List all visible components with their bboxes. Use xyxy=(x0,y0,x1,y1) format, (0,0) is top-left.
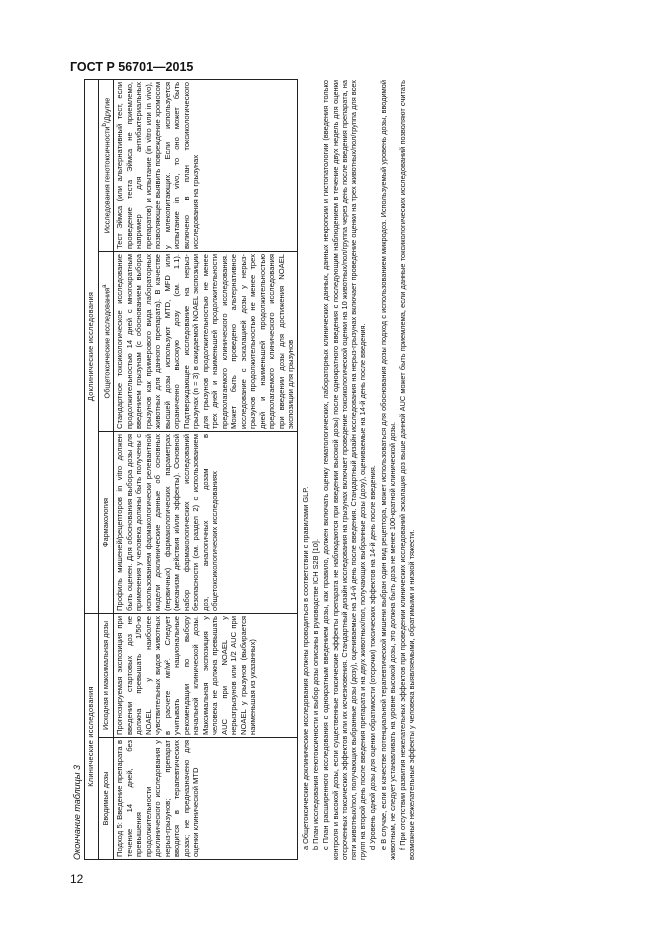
document-header: ГОСТ Р 56701—2015 xyxy=(70,60,194,74)
header-start-max-doses: Исходная и максимальная дозы xyxy=(98,613,114,737)
footnote: a Общетоксические доклинические исследования должны проводиться в соответствии с правилами GLP. xyxy=(300,486,310,850)
rotated-table-block xyxy=(70,80,610,860)
header-preclinical: Доклинические исследования xyxy=(85,79,99,613)
footnote: c План расширенного исследования с однократным введением дозы, как правило, должен включать оценку гематологических, лабораторных клинических данных, данных некропсии и гистопатологии (введения только контроля и высокой дозы, если существенные токсические эффекты препарата не наблюдаются при введении высокой дозы) после однократного введения с последующим наблюдением в течение двух недель для оценки отсроченных токсических эффектов или их исчезновения. Стандартный дизайн исследования на грызунах включает проведение токсикологической оценки на 10 животных/пол/группа через день после введения препарата, на пяти животных/пол, получающих выбранные дозы (дозу), оцениваемые на 14-й день после введения. Стандартный дизайн исследования на нерыз-грызунах включает проведение оценки на трех животных/пол/группа для всех групп на второй день после введения препарата и на двух животных/пол, получающих выбранные дозы (дозу), оцениваемые на 14-й день после введения. xyxy=(321,80,368,860)
footnote: d Уровень одной дозы для оценки обратимости (отсрочки) токсических эффектов на 14-й день после введения. xyxy=(368,465,378,850)
data-table xyxy=(84,79,298,860)
header-genotoxicity: Исследования генотоксичности$^b$/Другие xyxy=(98,79,114,251)
table-row xyxy=(114,79,298,859)
cell-genotoxicity: Тест Эймса (или альтернативный тест, если проведение теста Эймса не приемлемо, например для антибактериальных препаратов) и испытание (in vitro или in vivo), позволяющее выявить повреждение хромосом у млекопитающих. Если используется испытание in vivo, то оно может быть включено в план токсикологического исследования на грызунах xyxy=(114,79,298,251)
cell-general-toxicity: Стандартное токсикологическое исследование продолжительностью 14 дней с многократным введением грызунам (с обоснованием выбора грызунов как примерового вида лабораторных животных для данного препарата). В качестве высшей дозы используют MTD, MFD или ограниченно высокую дозу (см. 1.1). Подтверждающее исследование на нерыз-грызунах (n = 3) в ожидаемой NOAEL экспозиции для грызунов продолжительностью не менее трех дней и наименьшей продолжительности предполагаемого клинического исследования. Может быть проведено альтернативное исследование с эскалацией дозы у нерыз-грызунов продолжительностью не менее трех дней и наименьшей продолжительностью предполагаемого клинического исследования при введении дозы для достижения NOAEL экспозиции для грызунов xyxy=(114,251,298,431)
table-caption: Окончание таблицы 3 xyxy=(72,765,82,860)
table-header-row-1 xyxy=(85,79,99,859)
header-general-toxicity: Общетоксические исследования$^a$ xyxy=(98,251,114,431)
cell-doses: Подход 5: Введение препарата в течение 14 дней, без превышения продолжительности доклинического исследования у нерыз-грызунов; препарат вводится в терапевтических дозах; не предназначено для оценки клинической MTD xyxy=(114,738,298,860)
table-header-row-2 xyxy=(98,79,114,859)
footnotes xyxy=(301,80,416,860)
footnote: e В случае, если в качестве потенциальной терапевтической мишени выбран один вид рецептора, может использоваться для обоснования дозы подход с использованием микродоз. Используемый уровень дозы, вводимой животным, не следует устанавливать на уровне высокой дозы, это должна быть доза не менее 100-кратной клинической дозы. xyxy=(378,80,397,860)
page-number: 12 xyxy=(70,872,84,886)
header-clinical: Клинические исследования xyxy=(85,613,99,859)
header-doses: Вводимые дозы xyxy=(98,738,114,860)
footnote: b План исследования генотоксичности и выбор дозы описаны в руководстве ICH S2B [10]. xyxy=(311,538,321,850)
cell-start-max: Прогнозируемая экспозиция при введении стартовых доз не должна превышать 1/50-ю NOAEL у наиболее чувствительных видов животных в расчете мг/м². Следует учитывать национальные рекомендации по выбору начальной клинической дозы. Максимальная экспозиция у человека не должна превышать AUC при NOAEL у нерызгрызунов или 1/2 AUC при NOAEL у грызунов (выбирается наименьшая из указанных) xyxy=(114,613,298,737)
header-pharmacology: Фармакология xyxy=(98,431,114,613)
footnote: f При отсутствии развития нежелательных эффектов при проведении клинических исследований эскалация доз выше данной AUC может быть приемлема, если данные токсикологических исследований позволяют считать возможные нежелательные эффекты у человека выявляемыми, обратимыми и низкой тяжести. xyxy=(397,80,417,860)
cell-pharmacology: Профиль мишеней/рецепторов in vitro должен быть оценен. Для обоснования выбора дозы для применения у человека должны быть получены с использованием фармакологически релевантной модели доклинические данные об основных (первичных) фармакологических параметрах (механизм действия и/или эффекты). Основной набор фармакологических исследований безопасности (см. раздел 2) с использованием доз, аналогичных дозам в общетоксикологических исследованиях xyxy=(114,431,298,613)
